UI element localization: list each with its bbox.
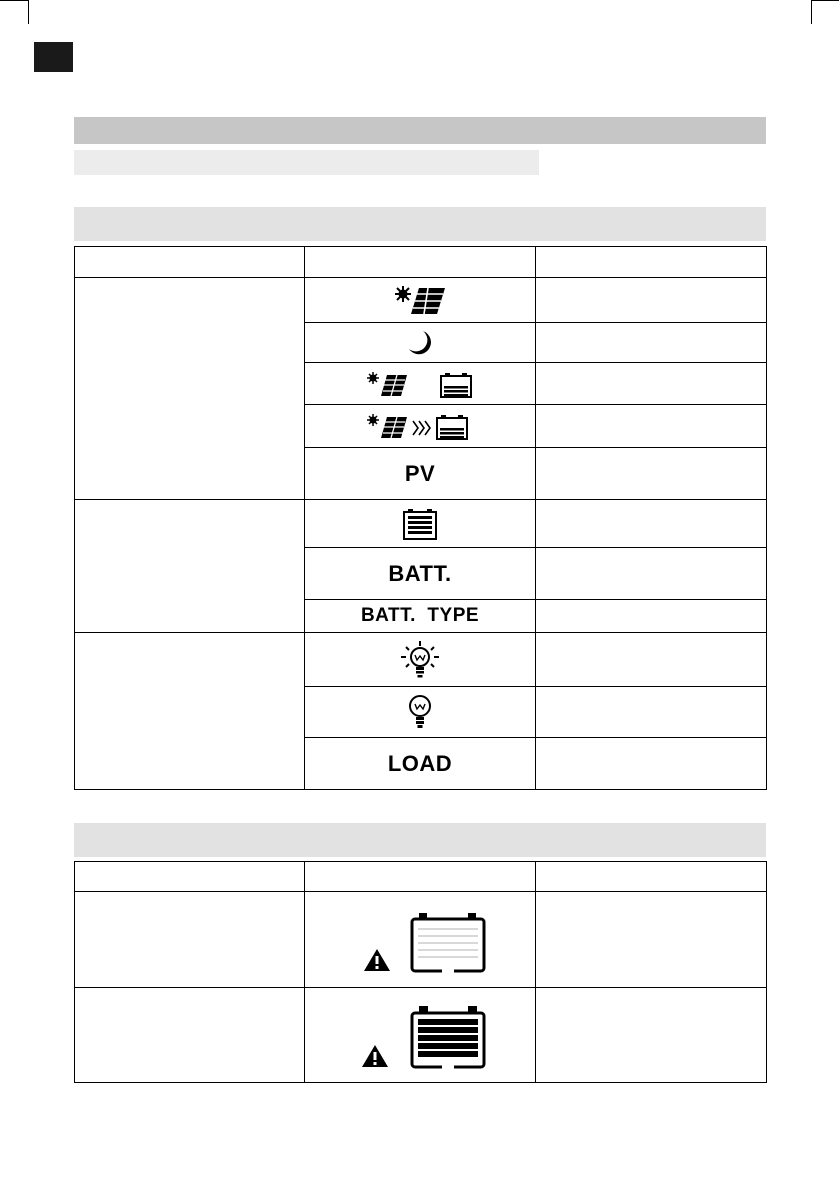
desc-cell xyxy=(536,278,767,323)
crop-mark-top-right-v xyxy=(811,0,812,24)
sun-panel-icon xyxy=(393,284,447,316)
group-cell-battery xyxy=(75,500,305,633)
bulb-on-icon xyxy=(400,640,440,680)
subtitle-bar xyxy=(74,150,539,175)
desc-cell xyxy=(536,687,767,738)
desc-cell xyxy=(536,600,767,633)
battery-full-icon xyxy=(402,507,438,541)
warning-battery-full-icon xyxy=(350,999,490,1071)
crop-mark-top-left-h xyxy=(0,0,28,1)
display-icons-table xyxy=(74,246,767,790)
group-cell-solar xyxy=(75,278,305,500)
batt-label: BATT. xyxy=(388,560,452,586)
section-bar-display xyxy=(74,207,766,241)
icon-cell xyxy=(305,363,536,405)
icon-cell xyxy=(305,278,536,323)
table-row xyxy=(75,988,767,1083)
icon-cell xyxy=(305,405,536,448)
icon-cell xyxy=(305,548,536,600)
bulb-off-icon xyxy=(405,692,435,732)
desc-cell xyxy=(536,363,767,405)
load-label: LOAD xyxy=(387,750,453,776)
icon-cell xyxy=(305,988,536,1083)
group-cell-load xyxy=(75,633,305,790)
icon-cell xyxy=(305,500,536,548)
desc-cell xyxy=(536,548,767,600)
group-cell-warning-1 xyxy=(75,892,305,988)
desc-cell xyxy=(536,738,767,790)
table-header-row xyxy=(75,247,767,278)
sun-panel-battery-icon xyxy=(365,369,475,399)
table-row xyxy=(75,278,767,323)
page-marker-block xyxy=(34,42,73,72)
desc-cell xyxy=(536,633,767,687)
table-header-row xyxy=(75,862,767,892)
crop-mark-top-right-h xyxy=(811,0,839,1)
batt-type-label: BATT. TYPE xyxy=(360,605,480,626)
header-cell xyxy=(75,247,305,278)
desc-cell xyxy=(536,448,767,500)
desc-cell xyxy=(536,323,767,363)
icon-cell xyxy=(305,448,536,500)
icon-cell xyxy=(305,600,536,633)
header-cell xyxy=(536,247,767,278)
table-row xyxy=(75,892,767,988)
warning-icons-table xyxy=(74,861,767,1083)
crop-mark-top-left-v xyxy=(28,0,29,24)
icon-cell xyxy=(305,687,536,738)
title-bar xyxy=(74,117,766,144)
header-cell xyxy=(305,247,536,278)
pv-label: PV xyxy=(404,460,436,486)
icon-cell xyxy=(305,892,536,988)
moon-icon xyxy=(407,329,433,357)
desc-cell xyxy=(536,892,767,988)
group-cell-warning-2 xyxy=(75,988,305,1083)
warning-battery-empty-icon xyxy=(350,905,490,975)
table-row xyxy=(75,633,767,687)
desc-cell xyxy=(536,988,767,1083)
icon-cell xyxy=(305,633,536,687)
desc-cell xyxy=(536,500,767,548)
table-row xyxy=(75,500,767,548)
header-cell xyxy=(75,862,305,892)
section-bar-warnings xyxy=(74,823,766,857)
icon-cell xyxy=(305,323,536,363)
sun-panel-charging-battery-icon xyxy=(365,411,475,441)
desc-cell xyxy=(536,405,767,448)
header-cell xyxy=(305,862,536,892)
icon-cell xyxy=(305,738,536,790)
header-cell xyxy=(536,862,767,892)
